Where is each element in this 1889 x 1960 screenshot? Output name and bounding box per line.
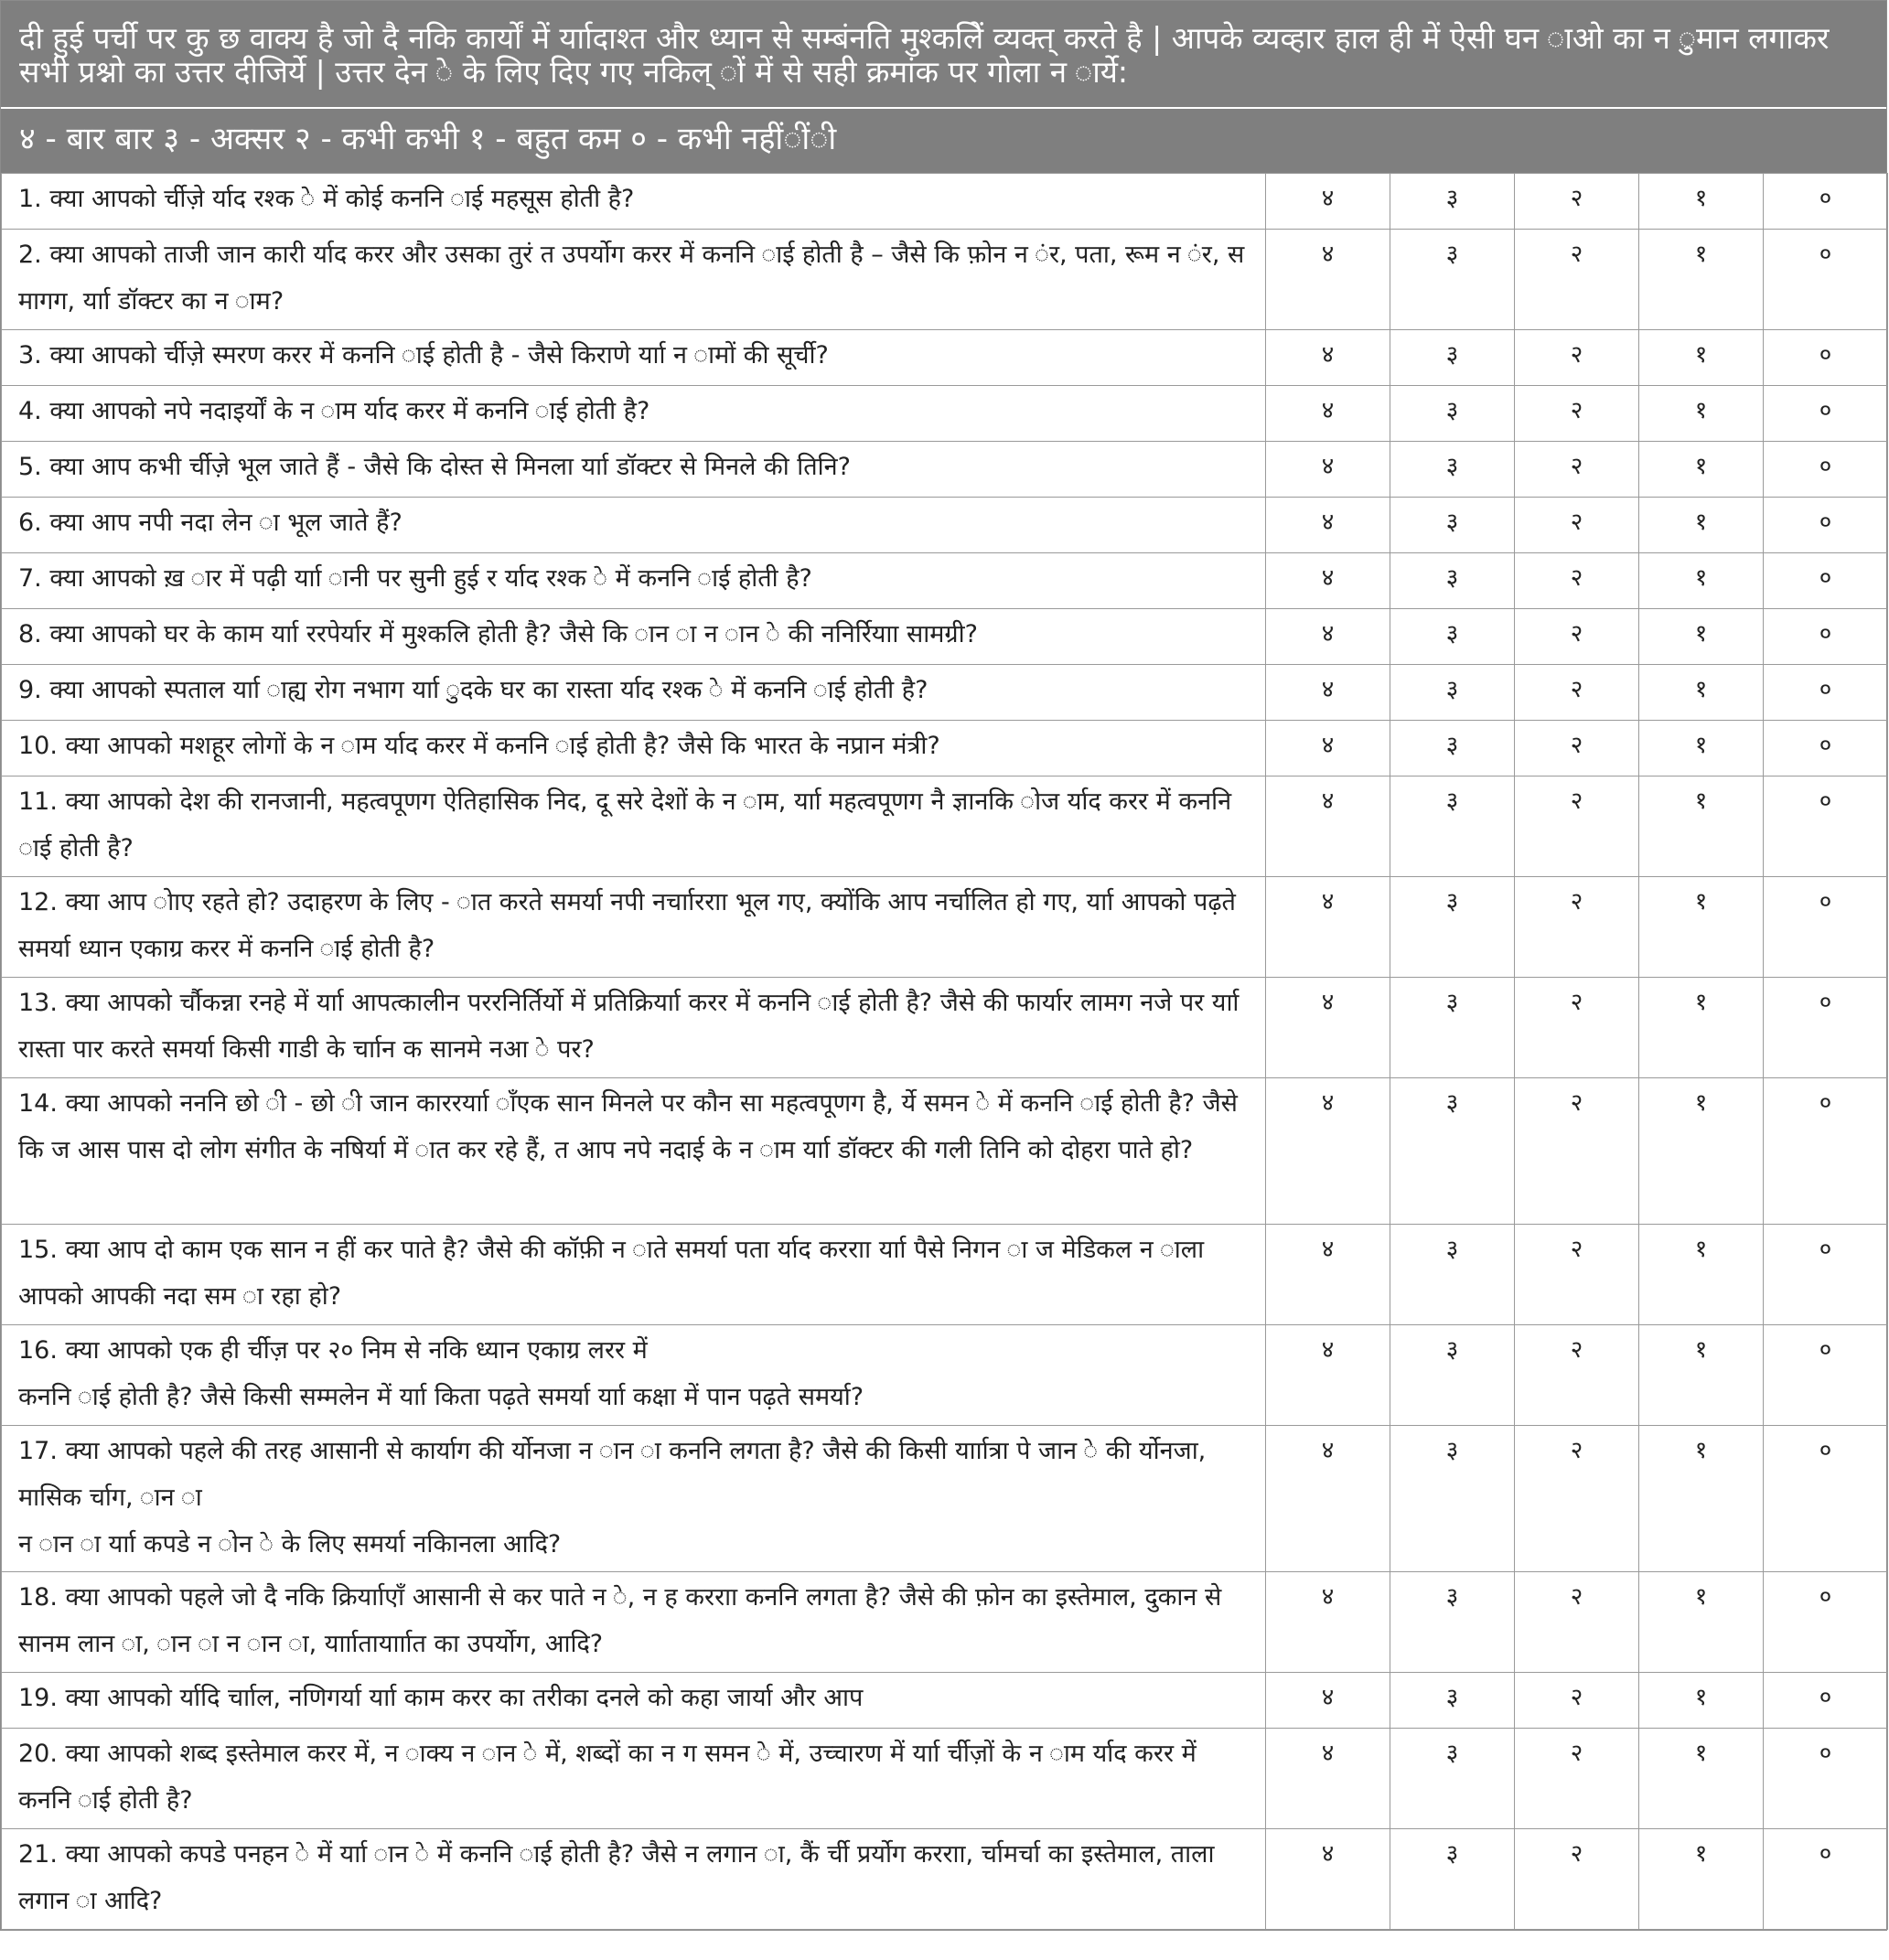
question-text: 21. क्या आपको कपडे पनहन े में र्याा ान े में कननि ाई होती है? जैसे न लगान ा, कैं र्ची प्रर्योग करराा, र्चामर्चा का इस्तेमाल, ताला लगान ा आदि? — [2, 1829, 1266, 1930]
table-row — [2, 609, 1888, 665]
option-3[interactable]: ३ — [1390, 665, 1515, 721]
option-0[interactable]: ० — [1764, 553, 1888, 609]
option-2[interactable]: २ — [1515, 553, 1639, 609]
option-4[interactable]: ४ — [1266, 330, 1390, 386]
option-0[interactable]: ० — [1764, 1426, 1888, 1572]
table-row — [2, 1426, 1888, 1572]
table-row — [2, 230, 1888, 330]
option-4[interactable]: ४ — [1266, 1225, 1390, 1325]
option-0[interactable]: ० — [1764, 386, 1888, 442]
option-3[interactable]: ३ — [1390, 442, 1515, 498]
table-row — [2, 1078, 1888, 1225]
option-2[interactable]: २ — [1515, 1673, 1639, 1729]
table-row — [2, 1729, 1888, 1829]
question-text: 16. क्या आपको एक ही र्चीज़ पर २० निम से नकि ध्यान एकाग्र लरर में कननि ाई होती है? जैसे किसी सम्मलेन में र्याा किता पढ़ते समर्या र्याा कक्षा में पान पढ़ते समर्या? — [2, 1325, 1266, 1426]
question-text: 14. क्या आपको नननि छो ी - छो ी जान काररर्याा ाँएक सान मिनले पर कौन सा महत्वपूणग है, र्ये समन े में कननि ाई होती है? जैसे कि ज आस पास दो लोग संगीत के नषिर्या में ात कर रहे हैं, त आप नपे नदाई के न ाम र्याा डॉक्टर की गली तिनि को दोहरा पाते हो? — [2, 1078, 1266, 1225]
option-0[interactable]: ० — [1764, 877, 1888, 978]
option-2[interactable]: २ — [1515, 330, 1639, 386]
question-text: 8. क्या आपको घर के काम र्याा ररपेर्यार में मुश्कलि होती है? जैसे कि ान ा न ान े की ननिर्रियाा सामग्री? — [2, 609, 1266, 665]
question-text: 11. क्या आपको देश की रानजानी, महत्वपूणग ऐतिहासिक निद, दू सरे देशों के न ाम, र्याा महत्वपूणग नै ज्ञानकि ोज र्याद करर में कननि ाई होती है? — [2, 777, 1266, 877]
option-0[interactable]: ० — [1764, 330, 1888, 386]
option-1[interactable]: १ — [1639, 1426, 1764, 1572]
option-4[interactable]: ४ — [1266, 1829, 1390, 1930]
option-4[interactable]: ४ — [1266, 1572, 1390, 1673]
table-row — [2, 1673, 1888, 1729]
table-row — [2, 553, 1888, 609]
question-text: 7. क्या आपको ख़ ार में पढ़ी र्याा ानी पर सुनी हुई र र्याद रश्क े में कननि ाई होती है? — [2, 553, 1266, 609]
question-text: 18. क्या आपको पहले जो दै नकि क्रिर्यााएाँ आसानी से कर पाते न े, न ह करराा कननि लगता है? जैसे की फ़ोन का इस्तेमाल, दुकान से सानम लान ा, ान ा न ान ा, र्यााातार्यााात का उपर्योग, आदि? — [2, 1572, 1266, 1673]
option-2[interactable]: २ — [1515, 174, 1639, 230]
option-2[interactable]: २ — [1515, 609, 1639, 665]
option-2[interactable]: २ — [1515, 1572, 1639, 1673]
question-text: 9. क्या आपको स्पताल र्याा ाह्य रोग नभाग र्याा ुदके घर का रास्ता र्याद रश्क े में कननि ाई होती है? — [2, 665, 1266, 721]
table-row — [2, 665, 1888, 721]
option-4[interactable]: ४ — [1266, 1673, 1390, 1729]
option-3[interactable]: ३ — [1390, 1325, 1515, 1426]
option-4[interactable]: ४ — [1266, 442, 1390, 498]
option-1[interactable]: १ — [1639, 498, 1764, 553]
option-4[interactable]: ४ — [1266, 721, 1390, 777]
option-0[interactable]: ० — [1764, 1225, 1888, 1325]
option-1[interactable]: १ — [1639, 386, 1764, 442]
option-0[interactable]: ० — [1764, 442, 1888, 498]
question-text: 15. क्या आप दो काम एक सान न हीं कर पाते है? जैसे की कॉफ़ी न ाते समर्या पता र्याद करराा र्याा पैसे निगन ा ज मेडिकल न ाला आपको आपकी नदा सम ा रहा हो? — [2, 1225, 1266, 1325]
option-4[interactable]: ४ — [1266, 609, 1390, 665]
question-text: 5. क्या आप कभी र्चीज़े भूल जाते हैं - जैसे कि दोस्त से मिनला र्याा डॉक्टर से मिनले की तिनि? — [2, 442, 1266, 498]
questions-table — [1, 173, 1888, 1930]
table-row — [2, 442, 1888, 498]
option-2[interactable]: २ — [1515, 665, 1639, 721]
option-2[interactable]: २ — [1515, 877, 1639, 978]
option-0[interactable]: ० — [1764, 721, 1888, 777]
option-3[interactable]: ३ — [1390, 609, 1515, 665]
option-1[interactable]: १ — [1639, 1673, 1764, 1729]
question-text: 10. क्या आपको मशहूर लोगों के न ाम र्याद करर में कननि ाई होती है? जैसे कि भारत के नप्रान मंत्री? — [2, 721, 1266, 777]
option-1[interactable]: १ — [1639, 1225, 1764, 1325]
table-row — [2, 330, 1888, 386]
option-4[interactable]: ४ — [1266, 777, 1390, 877]
option-4[interactable]: ४ — [1266, 553, 1390, 609]
option-4[interactable]: ४ — [1266, 1078, 1390, 1225]
option-3[interactable]: ३ — [1390, 1078, 1515, 1225]
question-text: 12. क्या आप ाेाए रहते हो? उदाहरण के लिए - ात करते समर्या नपी नर्चाारराा भूल गए, क्योंकि आप नर्चालित हो गए, र्याा आपको पढ़ते समर्या ध्यान एकाग्र करर में कननि ाई होती है? — [2, 877, 1266, 978]
option-4[interactable]: ४ — [1266, 877, 1390, 978]
question-text: 3. क्या आपको र्चीज़े स्मरण करर में कननि ाई होती है - जैसे किराणे र्याा न ामों की सूर्ची? — [2, 330, 1266, 386]
option-0[interactable]: ० — [1764, 1729, 1888, 1829]
option-4[interactable]: ४ — [1266, 386, 1390, 442]
option-3[interactable]: ३ — [1390, 174, 1515, 230]
option-1[interactable]: १ — [1639, 609, 1764, 665]
option-1[interactable]: १ — [1639, 1078, 1764, 1225]
table-row — [2, 877, 1888, 978]
table-row — [2, 498, 1888, 553]
option-3[interactable]: ३ — [1390, 777, 1515, 877]
option-3[interactable]: ३ — [1390, 1225, 1515, 1325]
option-2[interactable]: २ — [1515, 777, 1639, 877]
option-3[interactable]: ३ — [1390, 230, 1515, 330]
option-0[interactable]: ० — [1764, 230, 1888, 330]
table-row — [2, 978, 1888, 1078]
option-0[interactable]: ० — [1764, 1325, 1888, 1426]
instructions-header: दी हुई पर्ची पर कु छ वाक्य है जो दै नकि कार्यों में र्याादाश्त और ध्यान से सम्बंनति मुश्कलिें व्यक्त् करते है | आपके व्यव्हार हाल ही में ऐसी घन ाओ का न ुमान लगाकर सभी प्रश्नो का उत्तर दीजिर्ये | उत्तर देन े के लिए दिए गए नकिल् ों में से सही क्रमांक पर गोला न ार्ये: — [1, 1, 1886, 109]
option-2[interactable]: २ — [1515, 1225, 1639, 1325]
option-3[interactable]: ३ — [1390, 978, 1515, 1078]
option-0[interactable]: ० — [1764, 609, 1888, 665]
table-row — [2, 386, 1888, 442]
option-3[interactable]: ३ — [1390, 877, 1515, 978]
option-3[interactable]: ३ — [1390, 1673, 1515, 1729]
option-0[interactable]: ० — [1764, 777, 1888, 877]
option-4[interactable]: ४ — [1266, 665, 1390, 721]
option-3[interactable]: ३ — [1390, 386, 1515, 442]
table-row — [2, 1325, 1888, 1426]
question-text: 1. क्या आपको र्चीज़े र्याद रश्क े में कोई कननि ाई महसूस होती है? — [2, 174, 1266, 230]
option-2[interactable]: २ — [1515, 1829, 1639, 1930]
table-row — [2, 721, 1888, 777]
option-3[interactable]: ३ — [1390, 1729, 1515, 1829]
option-0[interactable]: ० — [1764, 1572, 1888, 1673]
scale-legend: ४ - बार बार ३ - अक्सर २ - कभी कभी १ - बहुत कम ० - कभी नहींींी — [1, 109, 1886, 173]
option-4[interactable]: ४ — [1266, 1426, 1390, 1572]
option-1[interactable]: १ — [1639, 1729, 1764, 1829]
option-1[interactable]: १ — [1639, 1325, 1764, 1426]
option-2[interactable]: २ — [1515, 1078, 1639, 1225]
table-row — [2, 1572, 1888, 1673]
option-3[interactable]: ३ — [1390, 553, 1515, 609]
option-1[interactable]: १ — [1639, 1572, 1764, 1673]
question-text: 17. क्या आपको पहले की तरह आसानी से कार्याग की र्योनजा न ान ा कननि लगता है? जैसे की किसी र्यााात्रा पे जान े की र्योनजा, मासिक र्चाग, ान ा न ान ा र्याा कपडे न ोन े के लिए समर्या नकिानला आदि? — [2, 1426, 1266, 1572]
option-2[interactable]: २ — [1515, 978, 1639, 1078]
table-row — [2, 1829, 1888, 1930]
option-1[interactable]: १ — [1639, 330, 1764, 386]
table-row — [2, 777, 1888, 877]
option-2[interactable]: २ — [1515, 1426, 1639, 1572]
option-3[interactable]: ३ — [1390, 1829, 1515, 1930]
option-2[interactable]: २ — [1515, 1325, 1639, 1426]
option-1[interactable]: १ — [1639, 1829, 1764, 1930]
option-3[interactable]: ३ — [1390, 330, 1515, 386]
option-3[interactable]: ३ — [1390, 721, 1515, 777]
option-2[interactable]: २ — [1515, 721, 1639, 777]
question-text: 4. क्या आपको नपे नदाइर्यों के न ाम र्याद करर में कननि ाई होती है? — [2, 386, 1266, 442]
question-text: 6. क्या आप नपी नदा लेन ा भूल जाते हैं? — [2, 498, 1266, 553]
option-1[interactable]: १ — [1639, 978, 1764, 1078]
option-4[interactable]: ४ — [1266, 498, 1390, 553]
option-4[interactable]: ४ — [1266, 174, 1390, 230]
table-row — [2, 174, 1888, 230]
option-1[interactable]: १ — [1639, 665, 1764, 721]
option-1[interactable]: १ — [1639, 777, 1764, 877]
option-1[interactable]: १ — [1639, 877, 1764, 978]
option-0[interactable]: ० — [1764, 1078, 1888, 1225]
option-4[interactable]: ४ — [1266, 978, 1390, 1078]
option-0[interactable]: ० — [1764, 174, 1888, 230]
option-1[interactable]: १ — [1639, 442, 1764, 498]
option-2[interactable]: २ — [1515, 386, 1639, 442]
option-3[interactable]: ३ — [1390, 498, 1515, 553]
option-0[interactable]: ० — [1764, 498, 1888, 553]
option-4[interactable]: ४ — [1266, 1729, 1390, 1829]
option-1[interactable]: १ — [1639, 721, 1764, 777]
option-1[interactable]: १ — [1639, 230, 1764, 330]
option-3[interactable]: ३ — [1390, 1572, 1515, 1673]
option-0[interactable]: ० — [1764, 665, 1888, 721]
option-2[interactable]: २ — [1515, 498, 1639, 553]
question-text: 13. क्या आपको र्चौकन्ना रनहे में र्याा आपत्कालीन पररनिर्तिर्यो में प्रतिक्रिर्याा करर में कननि ाई होती है? जैसे की फार्यार लामग नजे पर र्याा रास्ता पार करते समर्या किसी गाडी के र्चाान क सानमे नआ े पर? — [2, 978, 1266, 1078]
option-3[interactable]: ३ — [1390, 1426, 1515, 1572]
question-text: 2. क्या आपको ताजी जान कारी र्याद करर और उसका तुरं त उपर्योग करर में कननि ाई होती है – जैसे कि फ़ोन न ंर, पता, रूम न ंर, स मागग, र्याा डॉक्टर का न ाम? — [2, 230, 1266, 330]
option-0[interactable]: ० — [1764, 1829, 1888, 1930]
option-2[interactable]: २ — [1515, 230, 1639, 330]
question-text: 19. क्या आपको र्यादि र्चााल, नणिगर्या र्याा काम करर का तरीका दनले को कहा जार्या और आप — [2, 1673, 1266, 1729]
question-text: 20. क्या आपको शब्द इस्तेमाल करर में, न ाक्य न ान े में, शब्दों का न ग समन े में, उच्चारण में र्याा र्चीज़ों के न ाम र्याद करर में कननि ाई होती है? — [2, 1729, 1266, 1829]
option-0[interactable]: ० — [1764, 978, 1888, 1078]
option-2[interactable]: २ — [1515, 1729, 1639, 1829]
option-4[interactable]: ४ — [1266, 230, 1390, 330]
option-2[interactable]: २ — [1515, 442, 1639, 498]
table-row — [2, 1225, 1888, 1325]
option-0[interactable]: ० — [1764, 1673, 1888, 1729]
option-4[interactable]: ४ — [1266, 1325, 1390, 1426]
option-1[interactable]: १ — [1639, 553, 1764, 609]
option-1[interactable]: १ — [1639, 174, 1764, 230]
